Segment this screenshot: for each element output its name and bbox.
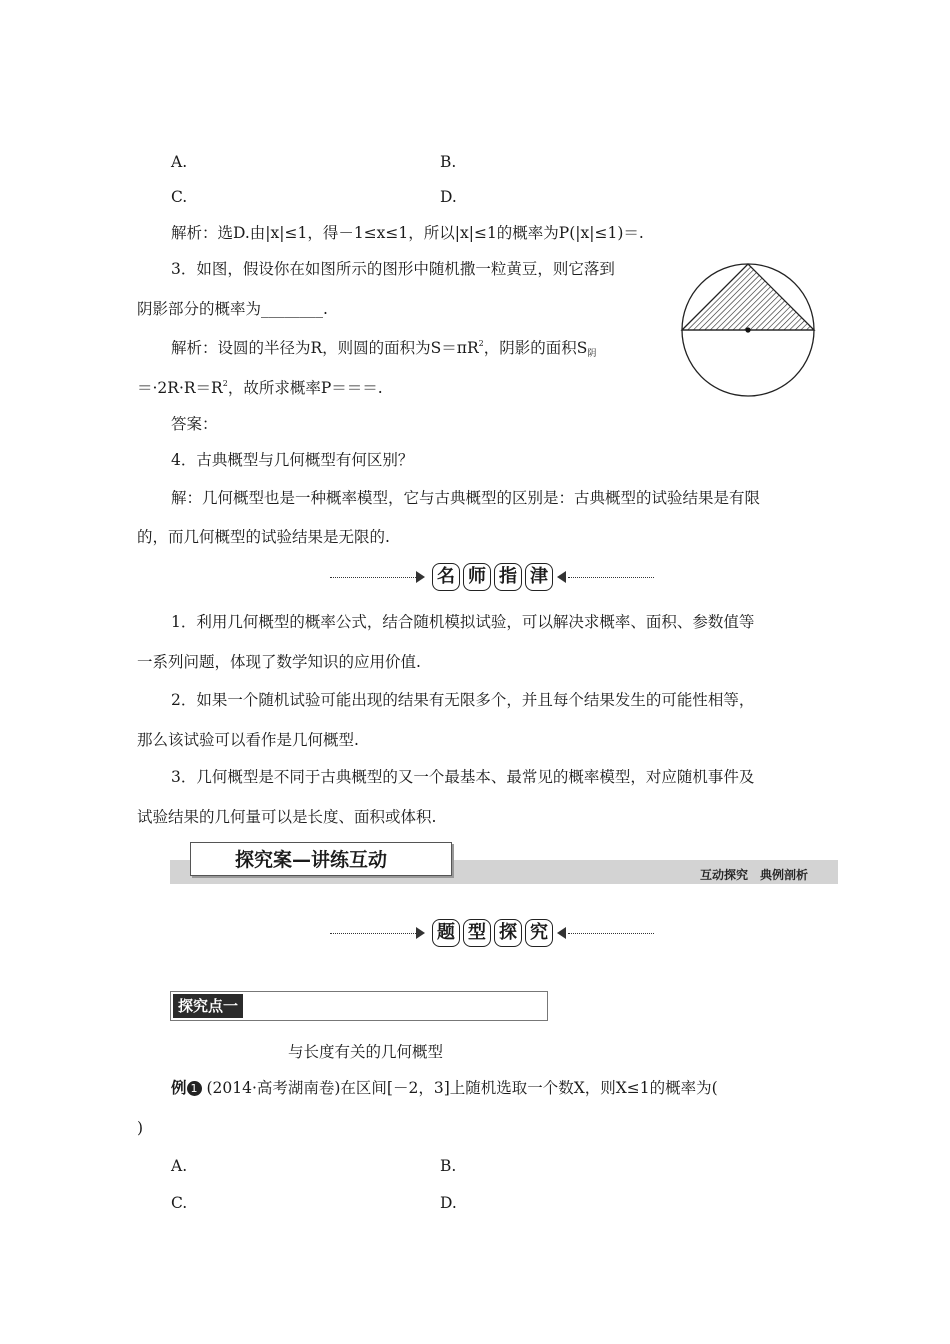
q3-stem-line2: 阴影部分的概率为________. xyxy=(137,300,328,318)
option-d: D. xyxy=(440,1194,457,1212)
q3-solution-line1: 解析：设圆的半径为R，则圆的面积为$S=\pi R^2$，阴影的面积$S_阴$ xyxy=(171,339,597,359)
option-b: B. xyxy=(440,153,457,171)
section-header-title: 探究案—讲练互动 xyxy=(190,842,452,876)
tip-1-line1: 1．利用几何概型的概率公式，结合随机模拟试验，可以解决求概率、面积、参数值等 xyxy=(171,613,755,631)
explore-topic: 与长度有关的几何概型 xyxy=(288,1043,444,1061)
example-1-stem: 例 1 (2014·高考湖南卷)在区间[－2，3]上随机选取一个数X，则X≤1的概率为( xyxy=(171,1079,718,1097)
circle-triangle-figure xyxy=(676,262,820,406)
banner-char: 探 xyxy=(494,919,522,947)
tip-1-line2: 一系列问题，体现了数学知识的应用价值. xyxy=(137,653,421,671)
banner-char: 题 xyxy=(432,919,460,947)
tip-3-line2: 试验结果的几何量可以是长度、面积或体积. xyxy=(137,808,437,826)
option-a: A. xyxy=(171,1157,188,1175)
q4-solution-line1: 解：几何概型也是一种概率模型，它与古典概型的区别是：古典概型的试验结果是有限 xyxy=(171,489,761,507)
option-d: D. xyxy=(440,188,457,206)
option-a: A. xyxy=(171,153,188,171)
example-number-badge: 1 xyxy=(187,1081,202,1096)
q4-stem: 4．古典概型与几何概型有何区别？ xyxy=(171,451,414,469)
q3-stem-line1: 3．如图，假设你在如图所示的图形中随机撒一粒黄豆，则它落到 xyxy=(171,260,615,278)
option-c: C. xyxy=(171,1194,188,1212)
section-header-subtitle: 互动探究 典例剖析 xyxy=(700,868,809,882)
tip-3-line1: 3．几何概型是不同于古典概型的又一个最基本、最常见的概率模型，对应随机事件及 xyxy=(171,768,755,786)
tip-2-line2: 那么该试验可以看作是几何概型. xyxy=(137,731,359,749)
banner-char: 指 xyxy=(494,563,522,591)
banner-char: 津 xyxy=(525,563,553,591)
banner-char: 究 xyxy=(525,919,553,947)
q3-solution-line2: $=\cdot 2R\cdot R=R^2$，故所求概率P＝＝＝. xyxy=(137,379,383,397)
option-c: C. xyxy=(171,188,188,206)
q2-solution: 解析：选D.由|x|≤1，得－1≤x≤1，所以|x|≤1的概率为P(|x|≤1)＝. xyxy=(171,224,644,242)
option-b: B. xyxy=(440,1157,457,1175)
banner-char: 师 xyxy=(463,563,491,591)
tip-2-line1: 2．如果一个随机试验可能出现的结果有无限多个，并且每个结果发生的可能性相等， xyxy=(171,691,755,709)
q4-solution-line2: 的，而几何概型的试验结果是无限的. xyxy=(137,528,390,546)
q3-answer: 答案： xyxy=(171,415,218,433)
example-1-close: ) xyxy=(137,1119,144,1137)
explore-point-label: 探究点一 xyxy=(173,994,243,1018)
banner-char: 型 xyxy=(463,919,491,947)
banner-char: 名 xyxy=(432,563,460,591)
